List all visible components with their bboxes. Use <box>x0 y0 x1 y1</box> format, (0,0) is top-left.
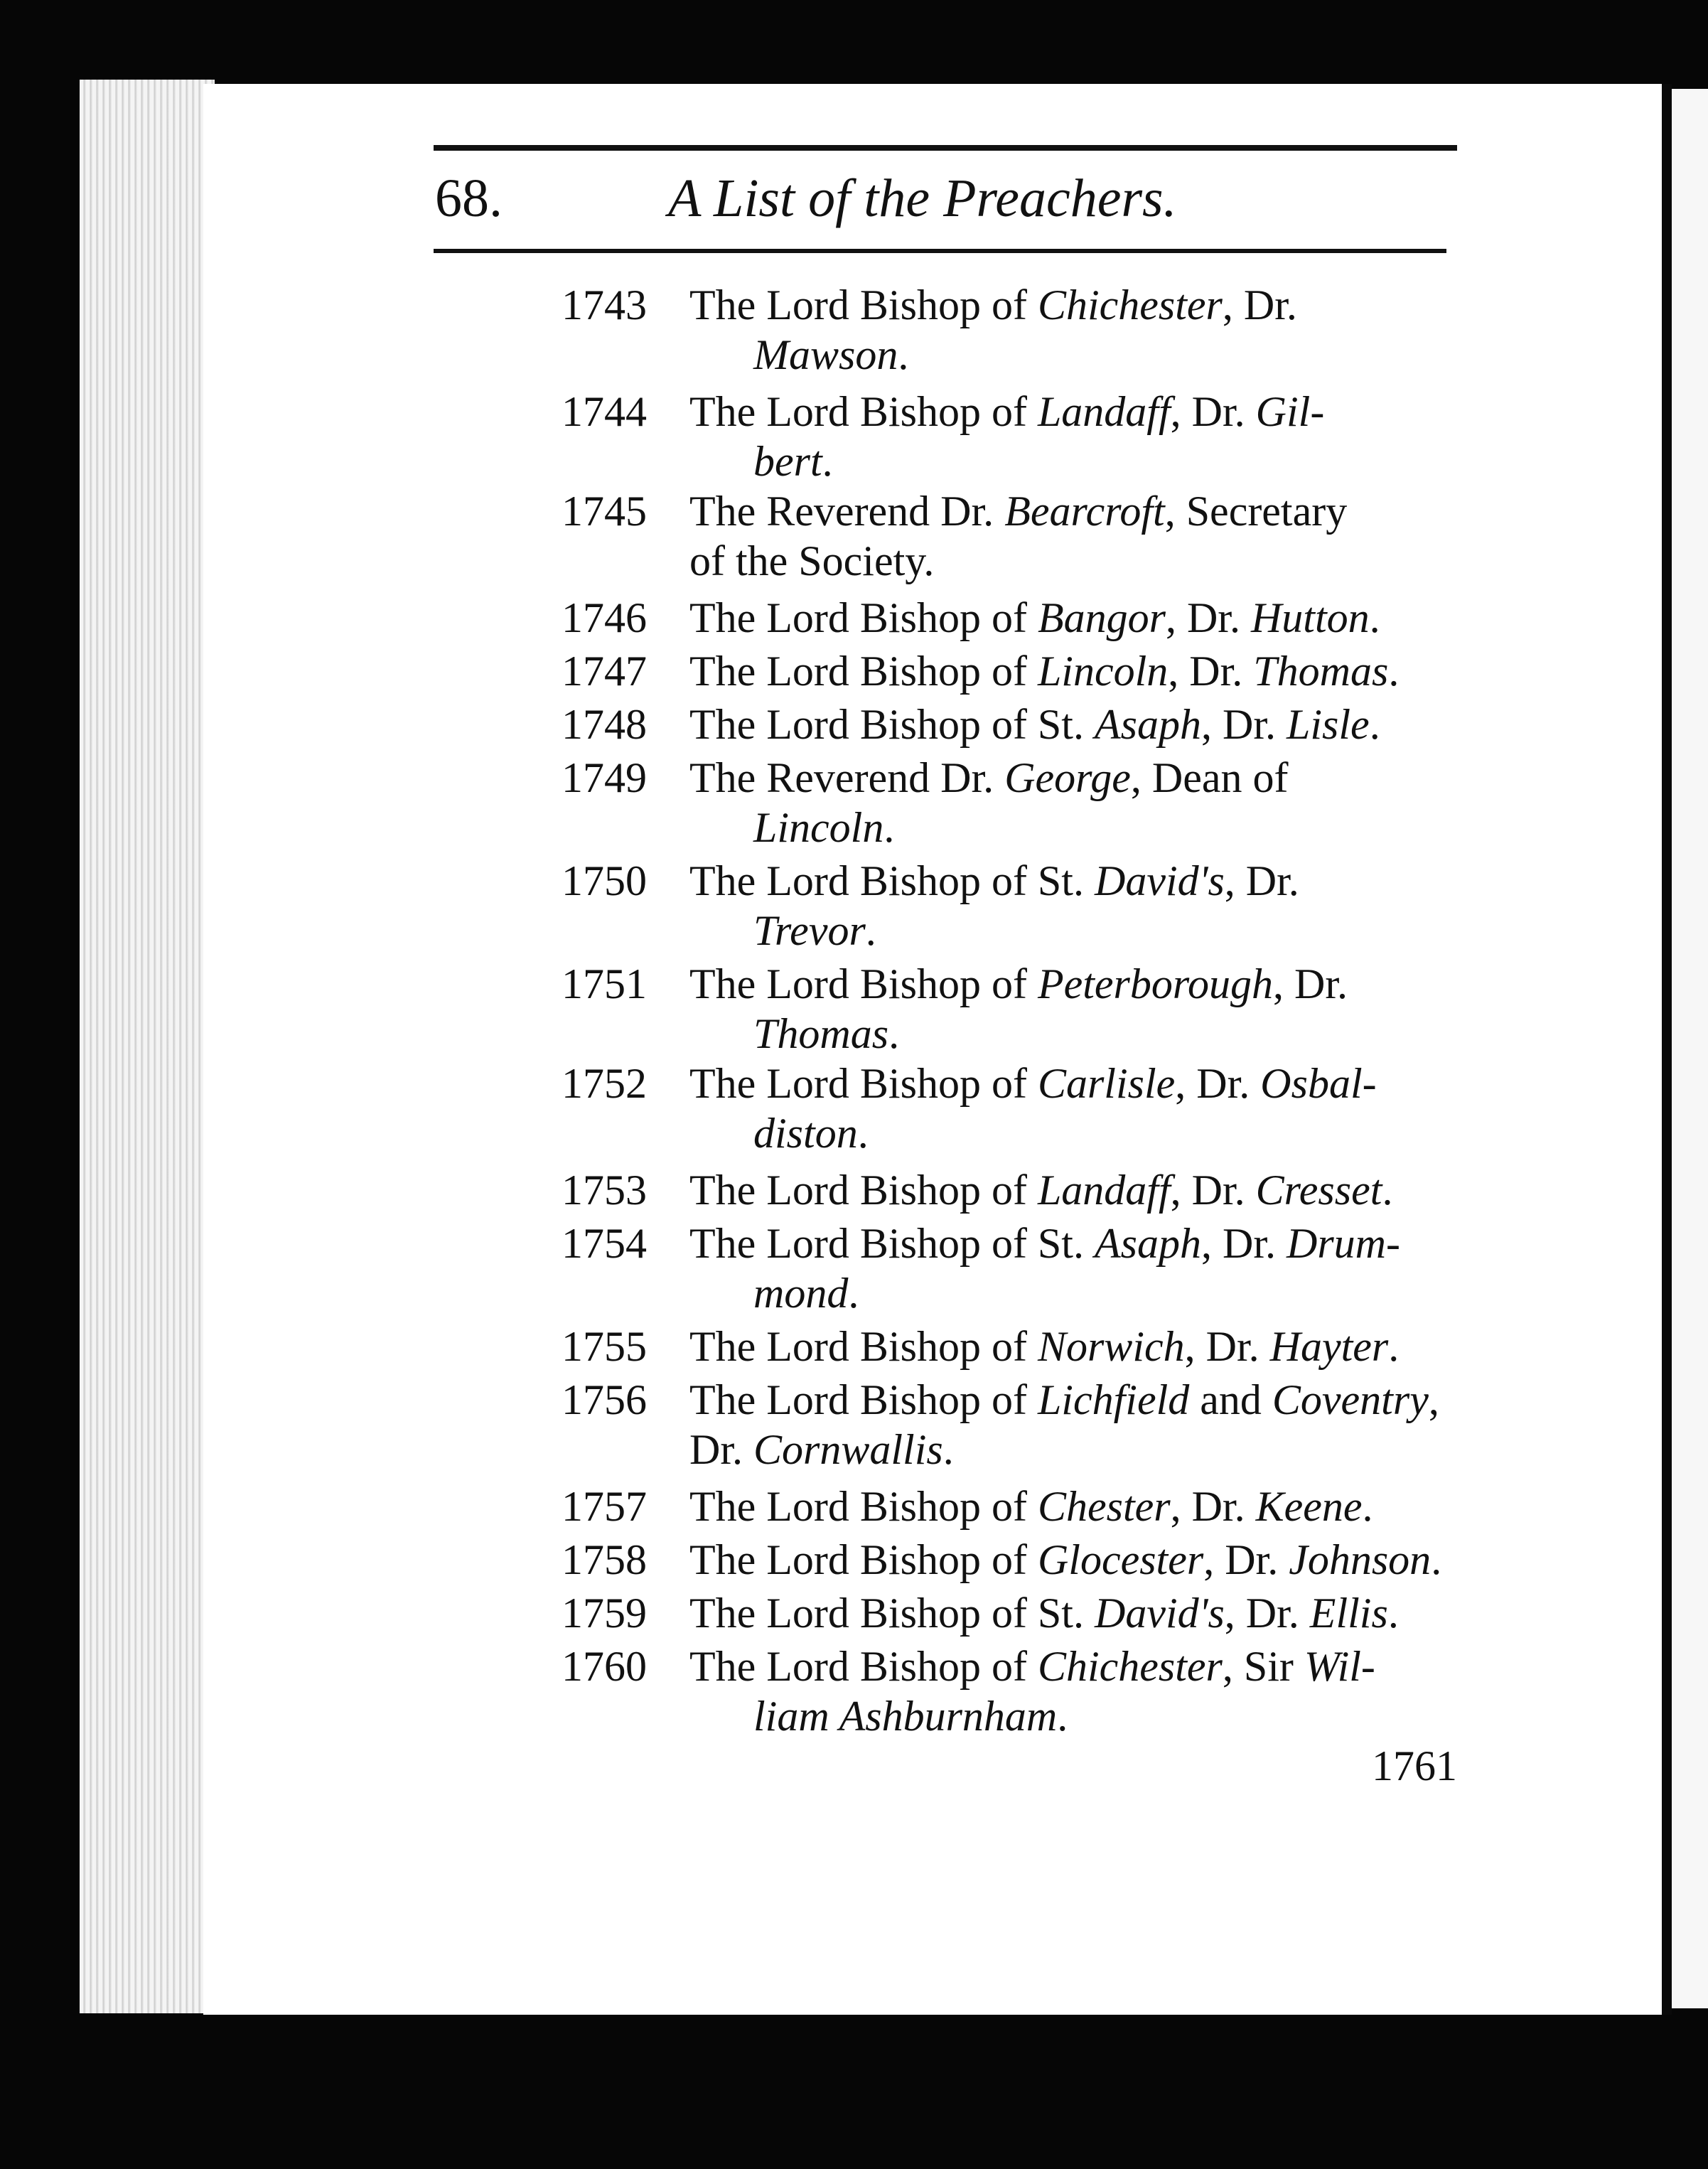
italic-name: Landaff <box>1037 1167 1171 1214</box>
entry-text: . <box>1057 1693 1068 1740</box>
entry-line <box>689 594 1380 642</box>
entry-year: 1752 <box>562 1060 647 1107</box>
entry-text: , <box>1428 1376 1439 1423</box>
entry-text: . <box>1369 701 1380 748</box>
entry-line <box>689 647 1399 695</box>
entry-text: , Dr. <box>1168 648 1254 695</box>
entry-year: 1757 <box>562 1483 647 1530</box>
entry-text: . <box>1369 594 1380 641</box>
entry-text: The Lord Bishop of St. <box>689 1590 1095 1637</box>
entry-text: The Lord Bishop of St. <box>689 701 1095 748</box>
italic-name: Lincoln <box>1037 648 1169 695</box>
entry-text: . <box>1387 1590 1399 1637</box>
entry-text: , Dr. <box>1170 1167 1256 1214</box>
entry-text: . <box>898 331 909 378</box>
entry-text: The Lord Bishop of <box>689 960 1038 1007</box>
entry-continuation <box>753 803 894 852</box>
italic-name: Glocester <box>1037 1536 1204 1583</box>
entry-text: . <box>942 1426 954 1473</box>
entry-text: of the Society. <box>689 537 935 584</box>
entry-line <box>689 387 1324 436</box>
entry-year: 1749 <box>562 754 647 801</box>
entry-text: , Dean of <box>1130 754 1289 801</box>
facing-page-edge <box>1672 89 1708 2008</box>
italic-name: David's <box>1094 1590 1225 1637</box>
italic-name: Gil- <box>1255 388 1325 435</box>
italic-name: mond <box>753 1270 849 1317</box>
entry-text: . <box>883 804 895 851</box>
entry-continuation <box>753 437 833 486</box>
book-gutter <box>1662 84 1672 2015</box>
entry-text: , Sir <box>1222 1643 1304 1690</box>
entry-continuation <box>753 1009 899 1058</box>
italic-name: Norwich <box>1037 1323 1185 1370</box>
entry-continuation <box>753 1269 859 1317</box>
italic-name: Bangor <box>1037 594 1166 641</box>
entry-text: The Lord Bishop of <box>689 594 1038 641</box>
entry-text: Dr. <box>689 1426 753 1473</box>
entry-text: and <box>1189 1376 1272 1423</box>
catchword: 1761 <box>1372 1742 1457 1789</box>
italic-name: Cresset <box>1255 1167 1382 1214</box>
italic-name: Wil- <box>1304 1643 1375 1690</box>
entry-line <box>689 1219 1400 1268</box>
header-bottom-rule <box>434 249 1446 253</box>
italic-name: bert <box>753 438 822 485</box>
entry-text: The Lord Bishop of <box>689 648 1038 695</box>
header-top-rule <box>434 145 1457 151</box>
entry-text: The Lord Bishop of <box>689 1483 1038 1530</box>
entry-year: 1760 <box>562 1643 647 1690</box>
entry-text: The Lord Bishop of <box>689 1323 1038 1370</box>
entry-text: The Lord Bishop of <box>689 388 1038 435</box>
entry-year: 1747 <box>562 648 647 695</box>
italic-name: Thomas <box>1253 648 1389 695</box>
entry-text: The Lord Bishop of <box>689 1376 1038 1423</box>
entry-continuation <box>689 1425 954 1474</box>
entry-text: . <box>1388 648 1400 695</box>
italic-name: Peterborough <box>1037 960 1273 1007</box>
entry-line <box>689 700 1380 749</box>
italic-name: Landaff <box>1037 388 1171 435</box>
entry-text: , Dr. <box>1222 282 1297 328</box>
entry-text: The Lord Bishop of <box>689 282 1038 328</box>
entry-text: The Lord Bishop of <box>689 1643 1038 1690</box>
italic-name: Hayter <box>1269 1323 1389 1370</box>
entry-text: , Dr. <box>1224 857 1299 904</box>
entry-year: 1750 <box>562 857 647 904</box>
italic-name: Lichfield <box>1037 1376 1190 1423</box>
entry-line <box>689 487 1347 535</box>
entry-text: , Dr. <box>1273 960 1348 1007</box>
entry-line <box>689 1166 1392 1214</box>
italic-name: Lisle <box>1286 701 1370 748</box>
entry-text: , Dr. <box>1203 1536 1289 1583</box>
italic-name: Lincoln <box>753 804 884 851</box>
entry-text: The Lord Bishop of <box>689 1060 1038 1107</box>
entry-continuation <box>753 906 876 955</box>
italic-name: Chichester <box>1037 282 1223 328</box>
entry-year: 1748 <box>562 701 647 748</box>
entry-text: , Dr. <box>1184 1323 1270 1370</box>
entry-text: , Dr. <box>1170 388 1256 435</box>
entry-text: , Dr. <box>1201 1220 1287 1267</box>
entry-line <box>689 1642 1375 1691</box>
entry-year: 1756 <box>562 1376 647 1423</box>
entry-continuation <box>689 537 934 585</box>
italic-name: diston <box>753 1110 858 1157</box>
entry-text: . <box>865 907 876 954</box>
italic-name: Osbal- <box>1260 1060 1377 1107</box>
entry-text: , Dr. <box>1201 701 1287 748</box>
entry-year: 1753 <box>562 1167 647 1214</box>
entry-year: 1751 <box>562 960 647 1007</box>
entry-text: . <box>848 1270 859 1317</box>
entry-continuation <box>753 331 908 379</box>
italic-name: Asaph <box>1094 701 1201 748</box>
entry-text: . <box>1431 1536 1442 1583</box>
entry-text: . <box>1388 1323 1400 1370</box>
italic-name: Ellis <box>1309 1590 1388 1637</box>
entry-year: 1743 <box>562 282 647 328</box>
entry-text: The Lord Bishop of <box>689 1536 1038 1583</box>
italic-name: Carlisle <box>1037 1060 1176 1107</box>
entry-text: . <box>1362 1483 1373 1530</box>
entry-line <box>689 1589 1399 1637</box>
italic-name: Bearcroft <box>1004 488 1165 535</box>
italic-name: Keene <box>1255 1483 1363 1530</box>
entry-year: 1745 <box>562 488 647 535</box>
entry-year: 1754 <box>562 1220 647 1267</box>
book-page-edges <box>80 80 215 2013</box>
italic-name: Cornwallis <box>753 1426 943 1473</box>
italic-name: Johnson <box>1289 1536 1432 1583</box>
entry-text: , Dr. <box>1224 1590 1310 1637</box>
entry-text: . <box>857 1110 869 1157</box>
entry-continuation <box>753 1692 1068 1740</box>
entry-text: , Dr. <box>1170 1483 1256 1530</box>
italic-name: liam Ashburnham <box>753 1693 1058 1740</box>
italic-name: Hutton <box>1250 594 1370 641</box>
italic-name: Drum- <box>1286 1220 1400 1267</box>
entry-text: , Dr. <box>1175 1060 1261 1107</box>
entry-text: The Reverend Dr. <box>689 754 1005 801</box>
italic-name: Chichester <box>1037 1643 1223 1690</box>
entry-text: The Lord Bishop of St. <box>689 857 1095 904</box>
entry-line <box>689 1059 1377 1108</box>
entry-continuation <box>753 1109 869 1157</box>
entry-text: The Lord Bishop of <box>689 1167 1038 1214</box>
entry-year: 1759 <box>562 1590 647 1637</box>
entry-year: 1746 <box>562 594 647 641</box>
entry-line <box>689 281 1297 329</box>
entry-line <box>689 1376 1439 1424</box>
italic-name: George <box>1004 754 1131 801</box>
entry-line <box>689 857 1299 905</box>
page-number: 68. <box>435 168 503 228</box>
italic-name: Trevor <box>753 907 866 954</box>
entry-line <box>689 1322 1399 1371</box>
italic-name: Chester <box>1037 1483 1171 1530</box>
entry-line <box>689 960 1348 1008</box>
entry-line <box>689 1482 1373 1531</box>
italic-name: Mawson <box>753 331 898 378</box>
entry-text: . <box>1382 1167 1393 1214</box>
entry-year: 1744 <box>562 388 647 435</box>
entry-text: . <box>822 438 833 485</box>
entry-text: . <box>888 1010 900 1057</box>
entry-text: , Dr. <box>1165 594 1251 641</box>
entry-year: 1758 <box>562 1536 647 1583</box>
entry-line <box>689 754 1288 802</box>
entry-line <box>689 1536 1441 1584</box>
running-head: A List of the Preachers. <box>668 168 1177 228</box>
italic-name: Coventry <box>1272 1376 1429 1423</box>
entry-text: The Reverend Dr. <box>689 488 1005 535</box>
italic-name: Thomas <box>753 1010 889 1057</box>
entry-year: 1755 <box>562 1323 647 1370</box>
entry-text: The Lord Bishop of St. <box>689 1220 1095 1267</box>
italic-name: Asaph <box>1094 1220 1201 1267</box>
entry-text: , Secretary <box>1164 488 1348 535</box>
italic-name: David's <box>1094 857 1225 904</box>
